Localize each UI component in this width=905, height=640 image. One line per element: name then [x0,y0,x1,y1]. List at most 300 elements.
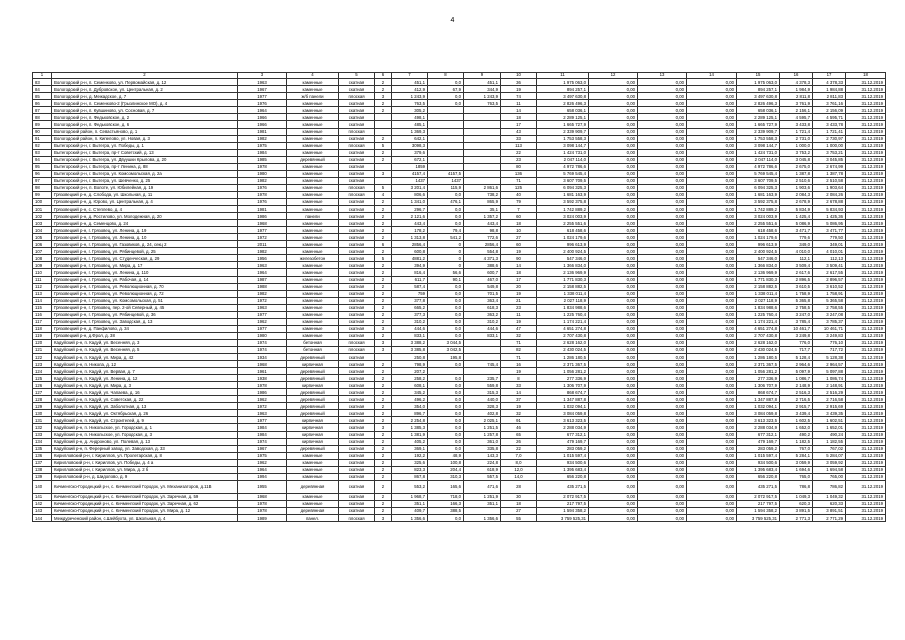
table-cell: 0,0 [428,220,464,227]
table-cell: 1988 [238,283,287,290]
address-cell: Кадуйский р-н, п. Кадуй, ул. Мира, д. 42 [52,354,238,361]
table-cell: 798,9 [392,361,428,368]
table-cell: 22 [501,149,537,156]
table-cell: 2 [375,100,392,107]
table-cell: 0,00 [589,149,638,156]
table-cell: 996 613,9 [737,241,780,248]
table-cell: 127 [33,389,52,396]
table-cell: 1 251,5 [464,424,501,431]
table-cell: 1963 [238,262,287,269]
table-cell: 22 [501,445,537,452]
table-cell: плоская [339,339,375,346]
table-row [33,93,886,100]
table-cell: 4 378,3 [780,79,813,86]
table-cell: 1978 [238,507,287,514]
address-cell: Междуреченский район, с.Шейбухта, ул. Школьная, д. 4 [52,515,238,522]
table-cell: каменные [287,304,339,311]
table-cell: 3 [375,93,392,100]
table-cell: 7,0 [501,452,537,459]
table-cell: 113 [501,142,537,149]
table-cell: 0,00 [589,493,638,500]
table-row [33,198,886,205]
table-cell: 1 286 180,5 [537,354,589,361]
table-cell: каменные [287,220,339,227]
table-cell: 19 [501,290,537,297]
table-cell: 1972 [238,403,287,410]
table-cell: плоская [339,128,375,135]
column-number: 16 [780,73,813,79]
table-row [33,262,886,269]
table-cell: 118 [33,325,52,332]
table-cell: 2 084,3 [780,191,813,198]
table-cell: 2 027 118,9 [737,297,780,304]
table-cell: 1 356,6 [464,515,501,522]
address-cell: Вытегорский р-н, п. Волоте, ул. Юбилейная, д. 19 [52,184,238,191]
table-cell: 3 042,5 [428,346,464,353]
table-cell: 896,7 [392,410,428,417]
table-cell: 19 [501,86,537,93]
table-cell: 351,1 [392,500,428,507]
table-cell: 1 424 731,0 [737,149,780,156]
table-cell: 143 [33,507,52,514]
table-cell: 1966 [238,121,287,128]
table-cell: 451,1 [464,79,501,86]
table-cell: 0,00 [638,198,687,205]
table-cell: скатная [339,290,375,297]
table-cell: 2 [375,198,392,205]
table-cell: 2 [375,311,392,318]
table-cell: 0,00 [638,389,687,396]
table-cell: 2 [375,493,392,500]
table-cell: 328,3 [464,403,501,410]
table-cell: 5 097,9 [780,368,813,375]
table-cell [428,135,464,142]
address-cell: Вытегорский р-н, г. Вытегра, ул. Победы, д. 1 [52,142,238,149]
table-cell: скатная [339,375,375,382]
table-cell: скатная [339,262,375,269]
table-cell: скатная [339,276,375,283]
table-cell: 485,1 [392,121,428,128]
table-cell: 2 [375,269,392,276]
table-cell: 18 [501,500,537,507]
table-cell: 2 148,91 [813,382,846,389]
table-cell: 310,2 [464,318,501,325]
table-cell: 0,00 [687,417,737,424]
table-cell: 1 385,3 [392,424,428,431]
table-cell: 5 365,8 [780,297,813,304]
table-cell: 6 094 325,3 [537,184,589,191]
table-row [33,177,886,184]
table-cell: 1 681 163,9 [537,191,589,198]
table-cell: 112 [33,283,52,290]
table-cell: 369,1 [392,445,428,452]
table-cell: 1987 [238,276,287,283]
table-cell: 4 371,3 [464,255,501,262]
table-cell: 20 [501,283,537,290]
table-cell: 31.12.2019 [846,114,886,121]
table-cell: 19 [501,368,537,375]
table-cell: 1977 [238,93,287,100]
table-cell: 1984 [238,431,287,438]
table-cell: 3 [375,339,392,346]
table-cell: 868 674,7 [537,389,589,396]
table-row [33,354,886,361]
table-cell: 479 169,7 [737,438,780,445]
address-cell: Кадуйский р-н, п. Кадуй, ул. Чапаева, д. 16 [52,389,238,396]
table-cell: 0,00 [638,459,687,466]
table-cell: деревянный [287,403,339,410]
table-cell: 310,2 [392,318,428,325]
table-cell: 128 [33,396,52,403]
table-cell: каменные [287,177,339,184]
table-cell: 1974 [238,339,287,346]
table-cell: 1967 [238,445,287,452]
table-cell: 121 [33,346,52,353]
table-cell: 3 439,35 [813,410,846,417]
table-cell: 0,00 [589,206,638,213]
table-cell: каменные [287,227,339,234]
table-cell [464,114,501,121]
table-cell: 894 257,1 [737,86,780,93]
table-cell: 23 [501,304,537,311]
table-cell: каменные [287,198,339,205]
table-cell: 2 371 367,5 [737,361,780,368]
address-cell: Вытегорский р-н, г. Вытегра, пр-т Советский, д. 13 [52,149,238,156]
table-cell: 3 891,5 [780,507,813,514]
table-cell: 5 086,9 [780,220,813,227]
table-cell: 2 915,69 [813,403,846,410]
table-cell: 31.12.2019 [846,135,886,142]
table-cell: 2011 [238,241,287,248]
table-cell: 701,5 [464,290,501,297]
table-cell: 0,00 [687,346,737,353]
table-cell [464,368,501,375]
table-cell: 1964 [238,107,287,114]
table-row [33,438,886,445]
table-cell: 104 [33,227,52,234]
table-cell: 4 972 786,6 [737,163,780,170]
table-cell: 31.12.2019 [846,396,886,403]
table-cell: 95 [33,163,52,170]
table-cell: 1 771 830,3 [537,276,589,283]
table-cell: 109 [33,262,52,269]
table-cell: 2 339 909,7 [537,128,589,135]
table-cell: 31.12.2019 [846,318,886,325]
table-cell: 344,9 [464,86,501,93]
address-cell: Кадуйский р-н, д. Андроново, ул. Полевая, д. 13 [52,438,238,445]
table-cell: 665,2 [392,304,428,311]
table-cell: 10 [501,227,537,234]
table-cell: 2 [375,396,392,403]
table-cell: 2 [375,403,392,410]
table-cell: 0,0 [428,325,464,332]
table-row [33,361,886,368]
table-cell: 0,00 [638,276,687,283]
table-cell: 738,2 [464,191,501,198]
address-cell: Грязовецкий р-н, г. Грязовец, ул. Ленина, д. 10 [52,234,238,241]
table-cell: кирпичная [287,424,339,431]
table-cell: 5 769 545,4 [737,170,780,177]
table-cell: 19 [501,403,537,410]
table-row [33,220,886,227]
table-row [33,142,886,149]
table-cell: скатная [339,459,375,466]
table-cell: 0,0 [428,304,464,311]
table-cell: 0,00 [638,290,687,297]
table-row [33,191,886,198]
table-cell: 0 [428,262,464,269]
table-cell: 31.12.2019 [846,480,886,493]
table-cell: 0,00 [638,107,687,114]
table-cell: 2 896,57 [813,276,846,283]
table-cell: 2 [375,466,392,473]
table-cell: 0,00 [589,121,638,128]
table-cell: 3 044,5 [428,339,464,346]
table-cell [375,121,392,128]
address-cell: Грязовецкий р-н, д. Семенцово, д. 24 [52,220,238,227]
address-cell: Грязовецкий р-н, г. Грязовец, ул. Студенческая, д. 29 [52,255,238,262]
table-cell: 3 [375,346,392,353]
table-cell: 1972 [238,297,287,304]
table-cell: 18 [501,269,537,276]
data-table [32,72,886,522]
table-cell: 1986 [238,213,287,220]
table-cell: 444,6 [392,325,428,332]
table-cell: 31.12.2019 [846,177,886,184]
table-cell: 0,00 [638,142,687,149]
table-cell: 2 158 882,5 [737,283,780,290]
table-cell: 467,0 [464,276,501,283]
table-cell: плоская [339,142,375,149]
table-cell: деревянная [287,507,339,514]
table-cell: 120 [33,339,52,346]
table-cell: 1968 [238,220,287,227]
table-cell: 0,00 [687,114,737,121]
table-cell: 125 [33,375,52,382]
table-cell: скатная [339,227,375,234]
table-cell: 4 651 274,8 [537,325,589,332]
table-cell: 0,0 [428,93,464,100]
table-cell: 31.12.2019 [846,424,886,431]
table-cell: 31.12.2019 [846,198,886,205]
table-cell: 139 [33,473,52,480]
address-cell: Вытегорский р-н, г. Вытегра, ул. Комсомольская, д. 2а [52,170,238,177]
table-cell: 394,9 [392,262,428,269]
table-cell: 1 665 727,9 [737,121,780,128]
table-cell: 405,2 [392,438,428,445]
table-cell: 2 964,6 [780,361,813,368]
table-cell: 2 716,58 [813,396,846,403]
table-cell: 99 [33,191,52,198]
table-cell: 43 [501,128,537,135]
table-cell: 19 [501,318,537,325]
table-cell [464,507,501,514]
table-cell: 1 742 889,2 [537,206,589,213]
table-row [33,480,886,493]
table-cell: 1 024 179,6 [737,234,780,241]
table-cell: скатная [339,507,375,514]
table-cell: 56,6 [428,269,464,276]
table-cell: 0,00 [638,361,687,368]
table-cell [464,107,501,114]
table-cell: 8,0 [501,459,537,466]
table-cell: 1963 [238,410,287,417]
table-cell: 0,0 [428,191,464,198]
table-cell: 349,01 [813,241,846,248]
table-cell: 0,00 [687,507,737,514]
table-cell: 2 510,58 [813,177,846,184]
table-cell: железобетон [287,255,339,262]
table-cell: скатная [339,382,375,389]
table-cell: 763,5 [464,100,501,107]
table-cell: 315,3 [464,389,501,396]
table-cell: скатная [339,304,375,311]
table-cell: 0,00 [687,361,737,368]
table-cell: 0,00 [687,121,737,128]
table-cell: деревянная [287,480,339,493]
table-cell: 98,8 [464,227,501,234]
address-cell: Кичменгско-Городецкий р-н, с. Кичменгский Городок, ул. Мира, д. 12 [52,507,238,514]
table-cell: 5 769 545,4 [537,170,589,177]
table-cell: каменные [287,86,339,93]
table-cell: 868 674,7 [737,389,780,396]
table-cell: 33 [501,135,537,142]
table-cell: каменные [287,318,339,325]
table-cell: 2 [375,283,392,290]
column-number: 17 [813,73,846,79]
table-cell [428,149,464,156]
table-cell: 93 [33,149,52,156]
table-cell: 31.12.2019 [846,410,886,417]
table-cell: каменные [287,142,339,149]
table-cell: скатная [339,170,375,177]
table-cell: 107 [33,248,52,255]
table-cell: скатная [339,86,375,93]
table-cell: скатная [339,325,375,332]
table-cell: 3 [375,170,392,177]
table-cell: 2 [375,459,392,466]
table-row [33,445,886,452]
table-cell: 0,00 [638,93,687,100]
table-cell: 1 024 179,6 [537,234,589,241]
table-cell: каменные [287,149,339,156]
table-cell: 178,2 [392,227,428,234]
address-cell: Вологодский р-н, п. Кувшиново, ул. Сосновая, д. 7 [52,107,238,114]
table-cell: 2 [375,262,392,269]
table-cell: 31.12.2019 [846,507,886,514]
table-cell: скатная [339,220,375,227]
page-number: 4 [450,17,455,24]
table-cell: 31.12.2019 [846,459,886,466]
table-cell: 0,00 [687,459,737,466]
table-cell: 6 094 325,3 [737,184,780,191]
table-cell: 363,4 [464,297,501,304]
table-cell: каменные [287,241,339,248]
table-cell: 1980 [238,332,287,339]
table-cell: 2 255 551,6 [737,220,780,227]
table-cell: кирпичная [287,431,339,438]
table-cell: 125 [501,184,537,191]
table-cell: каменные [287,206,339,213]
table-cell: 1 425,36 [813,213,846,220]
table-cell: скатная [339,500,375,507]
address-cell: Грязовецкий р-н, г. Грязовец, ул. Революционная, д. 70 [52,283,238,290]
table-cell: 0,00 [589,431,638,438]
table-cell: 46 [501,424,537,431]
table-cell: 0,00 [687,79,737,86]
table-cell: скатная [339,403,375,410]
table-cell: 0,0 [428,283,464,290]
table-cell: 1 753 558,3 [737,135,780,142]
table-cell: 2 [375,107,392,114]
table-cell: 0,00 [638,262,687,269]
table-cell: скатная [339,445,375,452]
table-cell: 1985 [238,156,287,163]
table-cell: 67,9 [428,86,464,93]
table-cell: 335,8 [464,445,501,452]
table-cell: бетонная [287,339,339,346]
address-cell: Кадуйский р-н, п. Кадуй, ул. Весенняя, д. 5 [52,346,238,353]
table-cell: 0,00 [687,403,737,410]
address-cell: Кичменгско-Городецкий р-н, с. Кичменгский Городок, ул. Заречная, д. 59 [52,493,238,500]
table-cell: 86 [33,100,52,107]
table-cell: 0,00 [687,480,737,493]
table-cell: 0,00 [589,304,638,311]
table-cell: каменные [287,107,339,114]
table-cell: 31.12.2019 [846,325,886,332]
table-cell: 4 378,33 [813,79,846,86]
table-cell: 1 602,51 [813,417,846,424]
table-cell: 2 121,6 [392,213,428,220]
table-cell: 0,00 [687,311,737,318]
table-cell: 0,00 [687,198,737,205]
table-cell: 1 056 281,2 [537,368,589,375]
table-cell: 31.12.2019 [846,417,886,424]
table-cell: 0,00 [589,198,638,205]
table-cell: 1 174 221,4 [537,318,589,325]
table-row [33,332,886,339]
table-cell: 3 471,7 [780,227,813,234]
table-cell: 2 [375,507,392,514]
table-cell: 0,00 [589,227,638,234]
table-cell: 283 059,2 [737,445,780,452]
table-cell: 31.12.2019 [846,361,886,368]
table-cell: 17 [501,276,537,283]
table-cell: 31.12.2019 [846,156,886,163]
table-cell: 1 182,5 [780,438,813,445]
table-cell: каменные [287,114,339,121]
table-row [33,382,886,389]
table-cell: 1980 [238,170,287,177]
table-cell: 1975 [238,142,287,149]
address-cell: Кичменгско-Городецкий р-н, с. Кичменгский Городок, ул. Заречная, д. 62 [52,500,238,507]
table-cell: 2 [375,276,392,283]
address-cell: Вологодский р-н, п. Дубровское, ул. Центральная, д. 2 [52,86,238,93]
table-cell: 0,00 [687,269,737,276]
table-row [33,107,886,114]
table-cell: 1975 [238,452,287,459]
table-cell: скатная [339,269,375,276]
table-cell: 31.12.2019 [846,304,886,311]
table-cell: скатная [339,452,375,459]
address-cell: Кадуйский р-н, п. Кадуй, ул. Весенняя, д. 3 [52,339,238,346]
table-cell: 0,00 [638,283,687,290]
table-cell: 31.12.2019 [846,438,886,445]
table-cell: 3 388,2 [392,339,428,346]
table-cell: каменные [287,473,339,480]
table-cell [428,142,464,149]
table-cell: 471,6 [464,480,501,493]
